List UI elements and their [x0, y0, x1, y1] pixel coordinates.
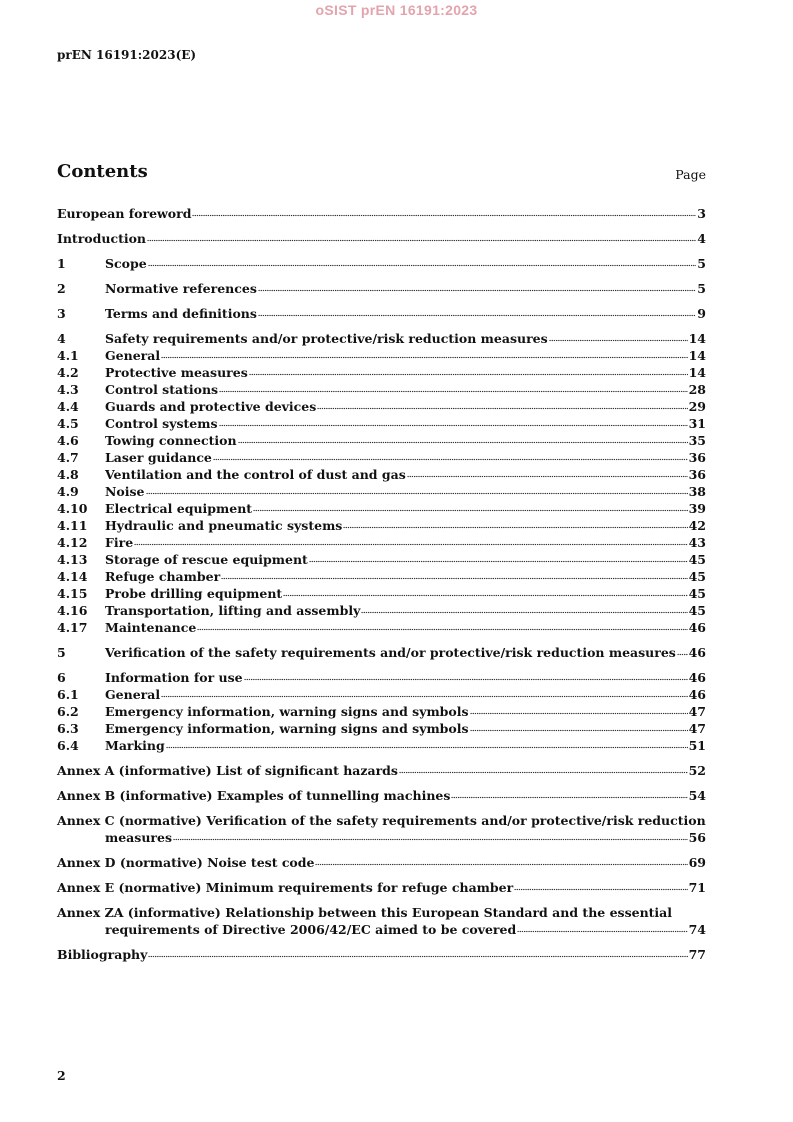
toc-title: Annex B (informative) Examples of tunnelling machines	[57, 788, 451, 803]
toc-number: 4.14	[57, 569, 88, 584]
toc-page: 4	[697, 231, 706, 246]
dot-leader	[549, 339, 688, 343]
dot-leader	[161, 695, 687, 699]
toc-entry-4-9[interactable]	[57, 483, 706, 500]
page-column-label: Page	[675, 167, 706, 182]
toc-entry-4-3[interactable]	[57, 381, 706, 398]
dot-leader	[343, 526, 687, 530]
toc-page: 36	[688, 450, 706, 465]
toc-title: Noise	[105, 484, 145, 499]
toc-page: 47	[688, 704, 706, 719]
toc-entry-6-2[interactable]	[57, 703, 706, 720]
toc-title: Annex D (normative) Noise test code	[57, 855, 315, 870]
dot-leader	[244, 678, 688, 682]
document-id: prEN 16191:2023(E)	[57, 48, 197, 62]
toc-entry-annex-c-line2[interactable]	[57, 829, 706, 846]
toc-number: 4.8	[57, 467, 79, 482]
toc-entry-4-6[interactable]	[57, 432, 706, 449]
dot-leader	[148, 955, 687, 959]
toc-page: 43	[688, 535, 706, 550]
toc-page: 51	[688, 738, 706, 753]
toc-page: 56	[688, 830, 706, 845]
dot-leader	[219, 424, 688, 428]
toc-title: Information for use	[105, 670, 243, 685]
toc-entry-annex-c-line1[interactable]	[57, 812, 706, 829]
dot-leader	[253, 509, 688, 513]
dot-leader	[258, 314, 696, 318]
dot-leader	[221, 577, 687, 581]
toc-title: Annex C (normative) Verification of the safety requirements and/or protective/risk reduction	[57, 813, 706, 828]
toc-page: 47	[688, 721, 706, 736]
toc-entry-4-1[interactable]	[57, 347, 706, 364]
toc-number: 6.4	[57, 738, 79, 753]
toc-title: Verification of the safety requirements and/or protective/risk reduction measures	[105, 645, 676, 660]
toc-title: Control systems	[105, 416, 218, 431]
toc-number: 1	[57, 256, 66, 271]
toc-page: 45	[688, 569, 706, 584]
toc-entry-4-17[interactable]	[57, 619, 706, 636]
toc-number: 4.7	[57, 450, 79, 465]
toc-title: Guards and protective devices	[105, 399, 317, 414]
toc-title: Protective measures	[105, 365, 248, 380]
dot-leader	[219, 390, 688, 394]
dot-leader	[238, 441, 688, 445]
toc-page: 5	[697, 256, 706, 271]
toc-number: 4	[57, 331, 66, 346]
dot-leader	[148, 264, 697, 268]
toc-title: Refuge chamber	[105, 569, 221, 584]
toc-page: 45	[688, 603, 706, 618]
table-of-contents	[57, 205, 706, 963]
toc-title: European foreword	[57, 206, 192, 221]
toc-page: 42	[688, 518, 706, 533]
dot-leader	[361, 611, 687, 615]
toc-number: 4.5	[57, 416, 79, 431]
toc-title: Bibliography	[57, 947, 148, 962]
toc-number: 6.3	[57, 721, 79, 736]
toc-entry-4-4[interactable]	[57, 398, 706, 415]
toc-title: Annex E (normative) Minimum requirements for refuge chamber	[57, 880, 514, 895]
toc-number: 4.11	[57, 518, 88, 533]
toc-page: 45	[688, 586, 706, 601]
toc-entry-5[interactable]	[57, 644, 706, 661]
toc-entry-6-1[interactable]	[57, 686, 706, 703]
dot-leader	[147, 239, 696, 243]
toc-title-continued: measures	[105, 830, 172, 845]
toc-entry-4-16[interactable]	[57, 602, 706, 619]
toc-page: 31	[688, 416, 706, 431]
toc-title: Emergency information, warning signs and symbols	[105, 721, 469, 736]
toc-entry-4-15[interactable]	[57, 585, 706, 602]
toc-page: 38	[688, 484, 706, 499]
toc-entry-bibliography[interactable]	[57, 946, 706, 963]
toc-title: Storage of rescue equipment	[105, 552, 308, 567]
toc-title: General	[105, 348, 161, 363]
toc-title: Introduction	[57, 231, 147, 246]
toc-page: 14	[688, 365, 706, 380]
dot-leader	[213, 458, 688, 462]
toc-entry-4-12[interactable]	[57, 534, 706, 551]
dot-leader	[677, 653, 688, 657]
toc-entry-4[interactable]	[57, 330, 706, 347]
toc-title: Terms and definitions	[105, 306, 257, 321]
toc-entry-annex-a[interactable]	[57, 762, 706, 779]
dot-leader	[166, 746, 688, 750]
toc-entry-6[interactable]	[57, 669, 706, 686]
toc-title: General	[105, 687, 161, 702]
toc-title: Marking	[105, 738, 165, 753]
dot-leader	[399, 771, 688, 775]
toc-page: 71	[688, 880, 706, 895]
toc-page: 9	[697, 306, 706, 321]
toc-page: 14	[688, 331, 706, 346]
toc-number: 4.13	[57, 552, 88, 567]
toc-number: 4.17	[57, 620, 88, 635]
toc-page: 77	[688, 947, 706, 962]
toc-page: 35	[688, 433, 706, 448]
toc-page: 46	[688, 645, 706, 660]
toc-page: 28	[688, 382, 706, 397]
toc-title: Control stations	[105, 382, 219, 397]
dot-leader	[407, 475, 688, 479]
dot-leader	[317, 407, 687, 411]
toc-title-continued: requirements of Directive 2006/42/EC aimed to be covered	[105, 922, 517, 937]
toc-entry-1[interactable]	[57, 255, 706, 272]
toc-entry-4-13[interactable]	[57, 551, 706, 568]
toc-number: 4.16	[57, 603, 88, 618]
toc-entry-4-5[interactable]	[57, 415, 706, 432]
toc-entry-4-10[interactable]	[57, 500, 706, 517]
toc-number: 4.6	[57, 433, 79, 448]
toc-number: 6.2	[57, 704, 79, 719]
dot-leader	[258, 289, 696, 293]
dot-leader	[192, 214, 696, 218]
toc-entry-4-8[interactable]	[57, 466, 706, 483]
toc-entry-4-7[interactable]	[57, 449, 706, 466]
dot-leader	[134, 543, 687, 547]
toc-number: 4.12	[57, 535, 88, 550]
toc-title: Hydraulic and pneumatic systems	[105, 518, 343, 533]
dot-leader	[470, 712, 688, 716]
toc-entry-4-14[interactable]	[57, 568, 706, 585]
footer-page-number: 2	[57, 1068, 66, 1083]
toc-page: 14	[688, 348, 706, 363]
toc-page: 74	[688, 922, 706, 937]
toc-page: 45	[688, 552, 706, 567]
toc-page: 46	[688, 620, 706, 635]
toc-title: Safety requirements and/or protective/risk reduction measures	[105, 331, 548, 346]
toc-number: 6.1	[57, 687, 79, 702]
toc-title: Towing connection	[105, 433, 237, 448]
dot-leader	[197, 628, 687, 632]
toc-page: 46	[688, 670, 706, 685]
dot-leader	[309, 560, 688, 564]
toc-number: 5	[57, 645, 66, 660]
dot-leader	[161, 356, 687, 360]
toc-title: Electrical equipment	[105, 501, 253, 516]
dot-leader	[315, 863, 687, 867]
dot-leader	[514, 888, 687, 892]
toc-number: 3	[57, 306, 66, 321]
toc-entry-4-11[interactable]	[57, 517, 706, 534]
toc-page: 36	[688, 467, 706, 482]
toc-page: 52	[688, 763, 706, 778]
toc-number: 6	[57, 670, 66, 685]
watermark: oSIST prEN 16191:2023	[315, 2, 478, 18]
toc-number: 2	[57, 281, 66, 296]
toc-title: Transportation, lifting and assembly	[105, 603, 361, 618]
toc-number: 4.2	[57, 365, 79, 380]
toc-number: 4.4	[57, 399, 79, 414]
toc-page: 54	[688, 788, 706, 803]
toc-title: Fire	[105, 535, 134, 550]
toc-title: Probe drilling equipment	[105, 586, 283, 601]
toc-entry-2[interactable]	[57, 280, 706, 297]
dot-leader	[470, 729, 688, 733]
toc-entry-6-4[interactable]	[57, 737, 706, 754]
dot-leader	[146, 492, 688, 496]
toc-page: 5	[697, 281, 706, 296]
toc-number: 4.9	[57, 484, 79, 499]
toc-title: Scope	[105, 256, 147, 271]
toc-entry-annex-d[interactable]	[57, 854, 706, 871]
toc-title: Annex ZA (informative) Relationship between this European Standard and the essential	[57, 905, 673, 920]
toc-entry-annex-za-line1[interactable]	[57, 904, 706, 921]
toc-entry-annex-b[interactable]	[57, 787, 706, 804]
toc-title: Maintenance	[105, 620, 197, 635]
toc-title: Emergency information, warning signs and symbols	[105, 704, 469, 719]
toc-entry-3[interactable]	[57, 305, 706, 322]
toc-title: Laser guidance	[105, 450, 212, 465]
dot-leader	[283, 594, 687, 598]
toc-entry-european-foreword[interactable]	[57, 205, 706, 222]
dot-leader	[451, 796, 687, 800]
toc-page: 69	[688, 855, 706, 870]
toc-title: Normative references	[105, 281, 257, 296]
toc-number: 4.1	[57, 348, 79, 363]
toc-title: Ventilation and the control of dust and gas	[105, 467, 406, 482]
toc-title: Annex A (informative) List of significant hazards	[57, 763, 398, 778]
dot-leader	[517, 930, 687, 934]
toc-entry-6-3[interactable]	[57, 720, 706, 737]
toc-number: 4.15	[57, 586, 88, 601]
toc-page: 46	[688, 687, 706, 702]
dot-leader	[249, 373, 688, 377]
toc-page: 39	[688, 501, 706, 516]
dot-leader	[173, 838, 688, 842]
toc-page: 29	[688, 399, 706, 414]
toc-entry-annex-e[interactable]	[57, 879, 706, 896]
contents-heading: Contents	[57, 161, 148, 182]
toc-number: 4.10	[57, 501, 88, 516]
toc-entry-introduction[interactable]	[57, 230, 706, 247]
toc-entry-4-2[interactable]	[57, 364, 706, 381]
toc-number: 4.3	[57, 382, 79, 397]
toc-page: 3	[697, 206, 706, 221]
toc-entry-annex-za-line2[interactable]	[57, 921, 706, 938]
